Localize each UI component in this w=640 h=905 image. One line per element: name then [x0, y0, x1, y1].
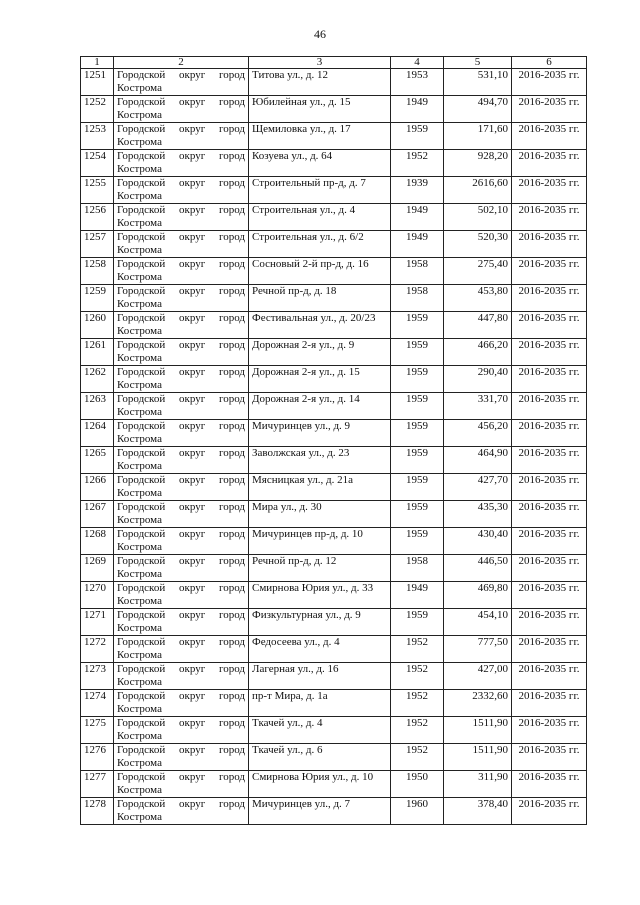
municipality-cell: Городской округ город Кострома — [114, 393, 249, 420]
period-cell: 2016-2035 гг. — [512, 312, 587, 339]
area-cell: 469,80 — [444, 582, 512, 609]
period-cell: 2016-2035 гг. — [512, 69, 587, 96]
period-cell: 2016-2035 гг. — [512, 555, 587, 582]
period-cell: 2016-2035 гг. — [512, 177, 587, 204]
year-cell: 1958 — [391, 258, 444, 285]
row-number: 1271 — [81, 609, 114, 636]
address-cell: Заволжская ул., д. 23 — [249, 447, 391, 474]
address-cell: Строительная ул., д. 6/2 — [249, 231, 391, 258]
table-row — [81, 177, 587, 204]
address-cell: Щемиловка ул., д. 17 — [249, 123, 391, 150]
municipality-cell: Городской округ город Кострома — [114, 150, 249, 177]
municipality-cell: Городской округ город Кострома — [114, 555, 249, 582]
year-cell: 1959 — [391, 609, 444, 636]
area-cell: 2616,60 — [444, 177, 512, 204]
area-cell: 446,50 — [444, 555, 512, 582]
table-row — [81, 204, 587, 231]
row-number: 1278 — [81, 798, 114, 825]
row-number: 1264 — [81, 420, 114, 447]
address-cell: Титова ул., д. 12 — [249, 69, 391, 96]
table-row — [81, 690, 587, 717]
row-number: 1273 — [81, 663, 114, 690]
table-row — [81, 744, 587, 771]
address-cell: Дорожная 2-я ул., д. 15 — [249, 366, 391, 393]
period-cell: 2016-2035 гг. — [512, 231, 587, 258]
year-cell: 1949 — [391, 204, 444, 231]
area-cell: 1511,90 — [444, 717, 512, 744]
table-row — [81, 447, 587, 474]
table-row — [81, 312, 587, 339]
year-cell: 1958 — [391, 285, 444, 312]
address-cell: пр-т Мира, д. 1а — [249, 690, 391, 717]
year-cell: 1950 — [391, 771, 444, 798]
year-cell: 1949 — [391, 231, 444, 258]
municipality-cell: Городской округ город Кострома — [114, 690, 249, 717]
period-cell: 2016-2035 гг. — [512, 366, 587, 393]
table-row — [81, 420, 587, 447]
period-cell: 2016-2035 гг. — [512, 690, 587, 717]
address-cell: Строительный пр-д, д. 7 — [249, 177, 391, 204]
table-row — [81, 366, 587, 393]
municipality-cell: Городской округ город Кострома — [114, 609, 249, 636]
table-row — [81, 528, 587, 555]
address-cell: Фестивальная ул., д. 20/23 — [249, 312, 391, 339]
area-cell: 427,00 — [444, 663, 512, 690]
table-row — [81, 69, 587, 96]
row-number: 1276 — [81, 744, 114, 771]
address-cell: Ткачей ул., д. 4 — [249, 717, 391, 744]
municipality-cell: Городской округ город Кострома — [114, 528, 249, 555]
table-row — [81, 582, 587, 609]
municipality-cell: Городской округ город Кострома — [114, 339, 249, 366]
table-row — [81, 771, 587, 798]
area-cell: 427,70 — [444, 474, 512, 501]
table-row — [81, 636, 587, 663]
municipality-cell: Городской округ город Кострома — [114, 447, 249, 474]
area-cell: 430,40 — [444, 528, 512, 555]
table-row — [81, 150, 587, 177]
period-cell: 2016-2035 гг. — [512, 663, 587, 690]
page-number: 46 — [314, 27, 326, 41]
row-number: 1277 — [81, 771, 114, 798]
address-cell: Козуева ул., д. 64 — [249, 150, 391, 177]
column-header: 1 — [81, 57, 114, 69]
period-cell: 2016-2035 гг. — [512, 528, 587, 555]
municipality-cell: Городской округ город Кострома — [114, 501, 249, 528]
municipality-cell: Городской округ город Кострома — [114, 69, 249, 96]
year-cell: 1952 — [391, 636, 444, 663]
row-number: 1255 — [81, 177, 114, 204]
table-row — [81, 123, 587, 150]
year-cell: 1949 — [391, 582, 444, 609]
period-cell: 2016-2035 гг. — [512, 393, 587, 420]
row-number: 1268 — [81, 528, 114, 555]
municipality-cell: Городской округ город Кострома — [114, 582, 249, 609]
column-header: 5 — [444, 57, 512, 69]
table-row — [81, 717, 587, 744]
area-cell: 928,20 — [444, 150, 512, 177]
year-cell: 1959 — [391, 420, 444, 447]
table-row — [81, 501, 587, 528]
period-cell: 2016-2035 гг. — [512, 150, 587, 177]
period-cell: 2016-2035 гг. — [512, 771, 587, 798]
area-cell: 502,10 — [444, 204, 512, 231]
period-cell: 2016-2035 гг. — [512, 501, 587, 528]
area-cell: 464,90 — [444, 447, 512, 474]
address-cell: Строительная ул., д. 4 — [249, 204, 391, 231]
period-cell: 2016-2035 гг. — [512, 798, 587, 825]
area-cell: 453,80 — [444, 285, 512, 312]
address-cell: Дорожная 2-я ул., д. 9 — [249, 339, 391, 366]
period-cell: 2016-2035 гг. — [512, 339, 587, 366]
municipality-cell: Городской округ город Кострома — [114, 285, 249, 312]
year-cell: 1949 — [391, 96, 444, 123]
period-cell: 2016-2035 гг. — [512, 636, 587, 663]
address-cell: Сосновый 2-й пр-д, д. 16 — [249, 258, 391, 285]
address-cell: Мясницкая ул., д. 21а — [249, 474, 391, 501]
year-cell: 1952 — [391, 717, 444, 744]
table-row — [81, 231, 587, 258]
year-cell: 1953 — [391, 69, 444, 96]
municipality-cell: Городской округ город Кострома — [114, 744, 249, 771]
year-cell: 1960 — [391, 798, 444, 825]
address-cell: Федосеева ул., д. 4 — [249, 636, 391, 663]
municipality-cell: Городской округ город Кострома — [114, 366, 249, 393]
table-row — [81, 339, 587, 366]
municipality-cell: Городской округ город Кострома — [114, 771, 249, 798]
table-row — [81, 609, 587, 636]
area-cell: 311,90 — [444, 771, 512, 798]
period-cell: 2016-2035 гг. — [512, 582, 587, 609]
row-number: 1275 — [81, 717, 114, 744]
address-cell: Речной пр-д, д. 18 — [249, 285, 391, 312]
year-cell: 1959 — [391, 312, 444, 339]
period-cell: 2016-2035 гг. — [512, 744, 587, 771]
column-header: 3 — [249, 57, 391, 69]
row-number: 1251 — [81, 69, 114, 96]
area-cell: 520,30 — [444, 231, 512, 258]
table-row — [81, 96, 587, 123]
row-number: 1256 — [81, 204, 114, 231]
row-number: 1257 — [81, 231, 114, 258]
period-cell: 2016-2035 гг. — [512, 96, 587, 123]
period-cell: 2016-2035 гг. — [512, 717, 587, 744]
address-cell: Мичуринцев ул., д. 7 — [249, 798, 391, 825]
row-number: 1259 — [81, 285, 114, 312]
row-number: 1263 — [81, 393, 114, 420]
area-cell: 447,80 — [444, 312, 512, 339]
table-row — [81, 393, 587, 420]
year-cell: 1959 — [391, 447, 444, 474]
address-cell: Юбилейная ул., д. 15 — [249, 96, 391, 123]
row-number: 1254 — [81, 150, 114, 177]
municipality-cell: Городской округ город Кострома — [114, 798, 249, 825]
area-cell: 275,40 — [444, 258, 512, 285]
table-row — [81, 258, 587, 285]
municipality-cell: Городской округ город Кострома — [114, 312, 249, 339]
address-cell: Речной пр-д, д. 12 — [249, 555, 391, 582]
row-number: 1265 — [81, 447, 114, 474]
area-cell: 378,40 — [444, 798, 512, 825]
column-header: 4 — [391, 57, 444, 69]
table-row — [81, 798, 587, 825]
year-cell: 1959 — [391, 528, 444, 555]
municipality-cell: Городской округ город Кострома — [114, 717, 249, 744]
column-number-row — [81, 57, 587, 69]
area-cell: 1511,90 — [444, 744, 512, 771]
period-cell: 2016-2035 гг. — [512, 609, 587, 636]
area-cell: 435,30 — [444, 501, 512, 528]
row-number: 1258 — [81, 258, 114, 285]
area-cell: 2332,60 — [444, 690, 512, 717]
period-cell: 2016-2035 гг. — [512, 285, 587, 312]
municipality-cell: Городской округ город Кострома — [114, 96, 249, 123]
municipality-cell: Городской округ город Кострома — [114, 204, 249, 231]
address-cell: Мичуринцев ул., д. 9 — [249, 420, 391, 447]
row-number: 1274 — [81, 690, 114, 717]
municipality-cell: Городской округ город Кострома — [114, 177, 249, 204]
period-cell: 2016-2035 гг. — [512, 258, 587, 285]
area-cell: 494,70 — [444, 96, 512, 123]
municipality-cell: Городской округ город Кострома — [114, 258, 249, 285]
row-number: 1252 — [81, 96, 114, 123]
year-cell: 1959 — [391, 501, 444, 528]
municipality-cell: Городской округ город Кострома — [114, 474, 249, 501]
table-row — [81, 555, 587, 582]
address-cell: Мира ул., д. 30 — [249, 501, 391, 528]
row-number: 1261 — [81, 339, 114, 366]
year-cell: 1952 — [391, 150, 444, 177]
period-cell: 2016-2035 гг. — [512, 204, 587, 231]
table-body — [81, 69, 587, 825]
column-header: 6 — [512, 57, 587, 69]
address-cell: Ткачей ул., д. 6 — [249, 744, 391, 771]
row-number: 1272 — [81, 636, 114, 663]
period-cell: 2016-2035 гг. — [512, 447, 587, 474]
address-cell: Лагерная ул., д. 16 — [249, 663, 391, 690]
area-cell: 466,20 — [444, 339, 512, 366]
municipality-cell: Городской округ город Кострома — [114, 123, 249, 150]
area-cell: 777,50 — [444, 636, 512, 663]
year-cell: 1959 — [391, 393, 444, 420]
table-row — [81, 474, 587, 501]
area-cell: 531,10 — [444, 69, 512, 96]
area-cell: 454,10 — [444, 609, 512, 636]
period-cell: 2016-2035 гг. — [512, 123, 587, 150]
year-cell: 1952 — [391, 663, 444, 690]
year-cell: 1959 — [391, 339, 444, 366]
address-cell: Смирнова Юрия ул., д. 10 — [249, 771, 391, 798]
municipality-cell: Городской округ город Кострома — [114, 663, 249, 690]
period-cell: 2016-2035 гг. — [512, 474, 587, 501]
year-cell: 1939 — [391, 177, 444, 204]
area-cell: 331,70 — [444, 393, 512, 420]
address-cell: Физкультурная ул., д. 9 — [249, 609, 391, 636]
row-number: 1269 — [81, 555, 114, 582]
address-cell: Дорожная 2-я ул., д. 14 — [249, 393, 391, 420]
municipality-cell: Городской округ город Кострома — [114, 636, 249, 663]
period-cell: 2016-2035 гг. — [512, 420, 587, 447]
municipality-cell: Городской округ город Кострома — [114, 420, 249, 447]
row-number: 1267 — [81, 501, 114, 528]
area-cell: 456,20 — [444, 420, 512, 447]
row-number: 1270 — [81, 582, 114, 609]
area-cell: 171,60 — [444, 123, 512, 150]
row-number: 1253 — [81, 123, 114, 150]
row-number: 1262 — [81, 366, 114, 393]
municipality-cell: Городской округ город Кострома — [114, 231, 249, 258]
year-cell: 1959 — [391, 366, 444, 393]
table-row — [81, 285, 587, 312]
year-cell: 1959 — [391, 474, 444, 501]
row-number: 1260 — [81, 312, 114, 339]
column-header: 2 — [114, 57, 249, 69]
year-cell: 1959 — [391, 123, 444, 150]
registry-table — [80, 56, 587, 825]
address-cell: Смирнова Юрия ул., д. 33 — [249, 582, 391, 609]
year-cell: 1958 — [391, 555, 444, 582]
year-cell: 1952 — [391, 744, 444, 771]
address-cell: Мичуринцев пр-д, д. 10 — [249, 528, 391, 555]
row-number: 1266 — [81, 474, 114, 501]
table-row — [81, 663, 587, 690]
year-cell: 1952 — [391, 690, 444, 717]
area-cell: 290,40 — [444, 366, 512, 393]
